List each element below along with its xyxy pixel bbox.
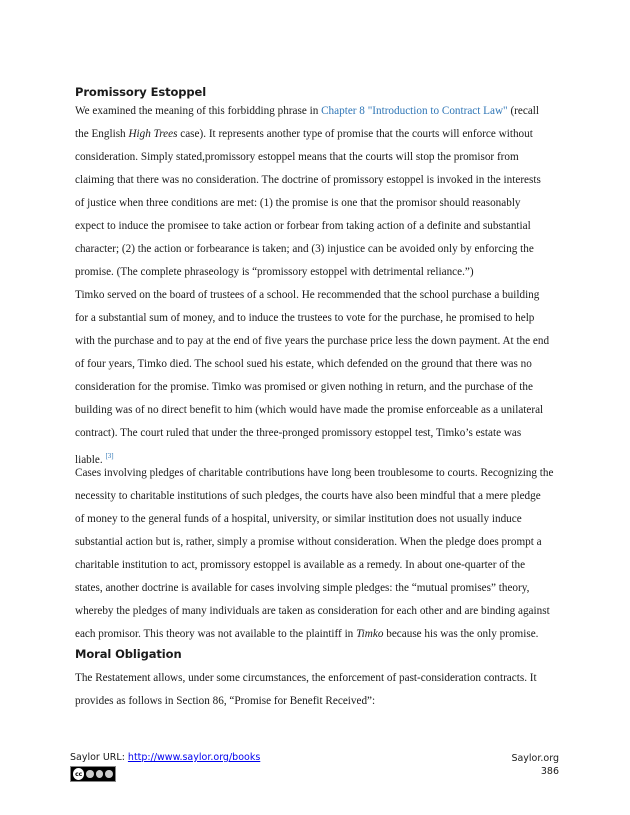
text-line: charitable institution to act, promissory estoppel is available as a remedy. In about one-quarter of the [75, 559, 526, 571]
paragraph-promissory-estoppel-intro [75, 100, 561, 284]
footnote-reference[interactable]: [3] [105, 452, 114, 460]
paragraph-restatement [75, 667, 561, 713]
section-heading-promissory-estoppel: Promissory Estoppel [75, 85, 207, 99]
text-line: each promisor. This theory was not available to the plaintiff in Timko because his was the only promise. [75, 628, 539, 640]
text-line: The Restatement allows, under some circumstances, the enforcement of past-consideration contracts. It [75, 672, 537, 684]
paragraph-timko-case [75, 284, 561, 472]
text-line: character; (2) the action or forbearance is taken; and (3) injustice can be avoided only by enforcing the [75, 243, 534, 255]
text-line: of four years, Timko died. The school sued his estate, which defended on the ground that there was no [75, 358, 532, 370]
text-line: substantial action but is, rather, simply a promise without consideration. When the pledge does prompt a [75, 536, 542, 548]
paragraph-charitable-pledges [75, 462, 561, 646]
footer-url-label: Saylor URL: [70, 752, 128, 763]
footer-url-link[interactable]: http://www.saylor.org/books [127, 752, 261, 763]
text-line: provides as follows in Section 86, “Promise for Benefit Received”: [75, 695, 376, 707]
footer-site-name: Saylor.org [511, 753, 559, 764]
page-number: 386 [540, 766, 559, 777]
text-line: with the purchase and to pay at the end of five years the purchase price less the down payment. At the end [75, 335, 550, 347]
text-line: We examined the meaning of this forbidding phrase in Chapter 8 "Introduction to Contract Law" (recall [75, 105, 540, 117]
cc-logo-icon: cc [73, 768, 84, 780]
text-line: for a substantial sum of money, and to induce the trustees to vote for the purchase, he promised to help [75, 312, 535, 324]
footer-source [70, 752, 260, 763]
creative-commons-license-icon[interactable] [70, 766, 116, 782]
cc-by-icon [86, 770, 94, 778]
text-line: of justice when three conditions are met: (1) the promise is one that the promisor should reasonably [75, 197, 521, 209]
chapter-link[interactable]: Chapter 8 "Introduction to Contract Law" [321, 105, 508, 117]
text-line: states, another doctrine is available for cases involving simple pledges: the “mutual promises” theory, [75, 582, 530, 594]
text-line: Timko served on the board of trustees of a school. He recommended that the school purchase a building [75, 289, 540, 301]
text-line: the English High Trees case). It represents another type of promise that the courts will enforce without [75, 128, 533, 140]
text-line: liable. [3] [75, 452, 114, 466]
text-line: Cases involving pledges of charitable contributions have long been troublesome to courts. Recognizing the [75, 467, 554, 479]
text-line: consideration. Simply stated,promissory estoppel means that the courts will stop the promisor from [75, 151, 519, 163]
section-heading-moral-obligation: Moral Obligation [75, 647, 182, 661]
footer-page-info [511, 752, 559, 778]
text-line: building was of no direct benefit to him (which would have made the promise enforceable as a unilateral [75, 404, 544, 416]
text-line: claiming that there was no consideration. The doctrine of promissory estoppel is invoked in the interests [75, 174, 541, 186]
cc-nc-icon [96, 770, 104, 778]
text-line: necessity to charitable institutions of such pledges, the courts have also been mindful that a mere pledge [75, 490, 541, 502]
cc-sa-icon [105, 770, 113, 778]
text-line: consideration for the promise. Timko was promised or given nothing in return, and the purchase of the [75, 381, 533, 393]
text-line: contract). The court ruled that under the three-pronged promissory estoppel test, Timko’s estate was [75, 427, 522, 439]
text-line: promise. (The complete phraseology is “promissory estoppel with detrimental reliance.”) [75, 266, 474, 278]
text-line: of money to the general funds of a hospital, university, or similar institution does not usually induce [75, 513, 522, 525]
text-line: expect to induce the promisee to take action or forbear from taking action of a definite and substantial [75, 220, 531, 232]
text-line: whereby the pledges of many individuals are taken as consideration for each other and are binding against [75, 605, 550, 617]
case-name: Timko [356, 628, 384, 640]
case-name: High Trees [128, 128, 178, 140]
